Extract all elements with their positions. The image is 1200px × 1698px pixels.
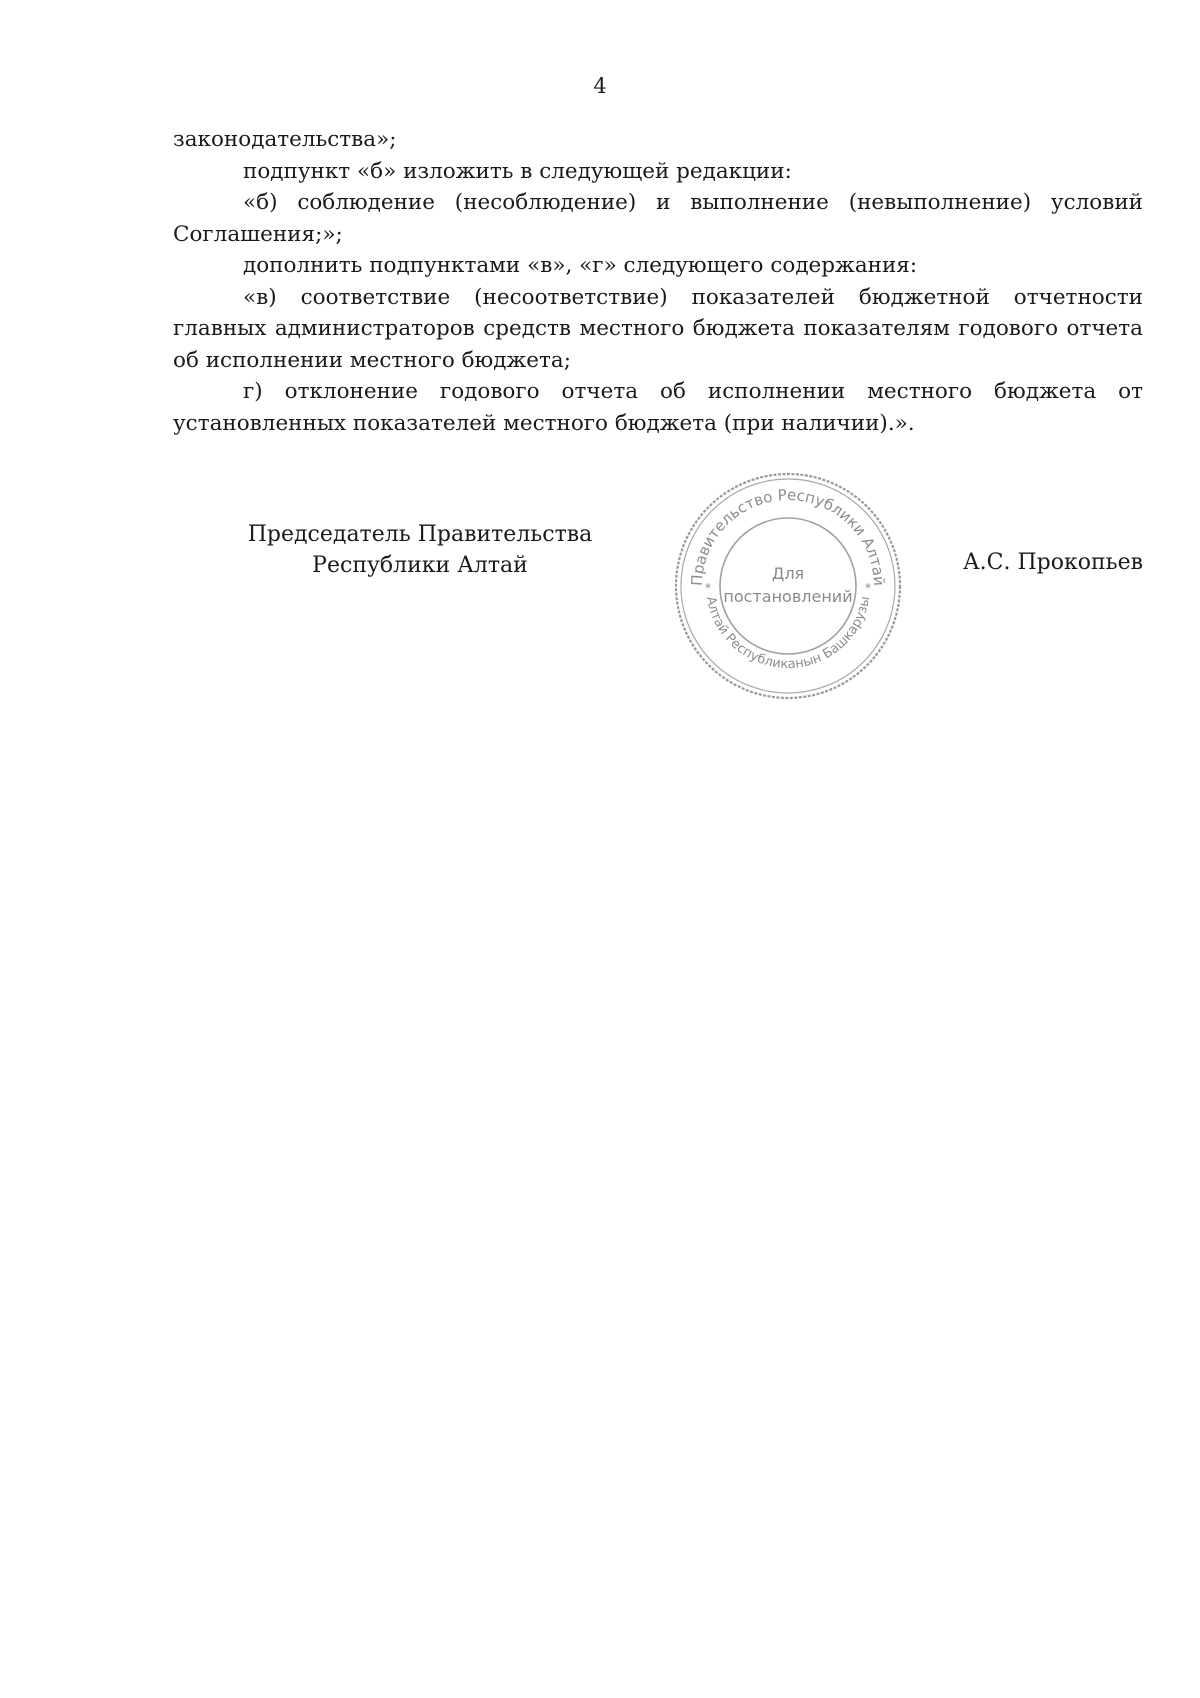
seal-top-text: Правительство Республики Алтай: [687, 485, 889, 587]
seal-center-line2: постановлений: [723, 587, 853, 606]
paragraph-add-subpoints-intro: дополнить подпунктами «в», «г» следующего содержания:: [243, 253, 918, 278]
seal-star-right-icon: *: [865, 581, 871, 595]
signature-title: [230, 519, 610, 581]
paragraph-subpoint-b: «б) соблюдение (несоблюдение) и выполнение (невыполнение) условий Соглашения;»;: [173, 190, 1143, 247]
seal-stamp: [672, 470, 904, 702]
paragraph-subpoint-b-intro: подпункт «б» изложить в следующей редакции:: [243, 158, 792, 184]
paragraph-subpoint-g: г) отклонение годового отчета об исполнении местного бюджета от установленных показателей местного бюджета (при наличии).».: [173, 379, 1143, 436]
signature-name: А.С. Прокопьев: [962, 550, 1143, 575]
seal-center-line1: Для: [771, 564, 805, 583]
seal-stamp-graphic: [672, 470, 904, 702]
signature-title-line2: Республики Алтай: [312, 553, 528, 578]
seal-star-left-icon: *: [705, 581, 711, 595]
signature-title-line1: Председатель Правительства: [247, 522, 593, 547]
paragraph-subpoint-v: «в) соответствие (несоответствие) показателей бюджетной отчетности главных администраторов средств местного бюджета показателям годового отчета об исполнении местного бюджета;: [173, 284, 1143, 373]
paragraph-continuation: законодательства»;: [173, 127, 397, 152]
page-number: 4: [593, 74, 607, 98]
seal-bottom-text: Алтай Республиканын Башкарузы: [702, 595, 874, 673]
document-body: [173, 124, 1143, 439]
